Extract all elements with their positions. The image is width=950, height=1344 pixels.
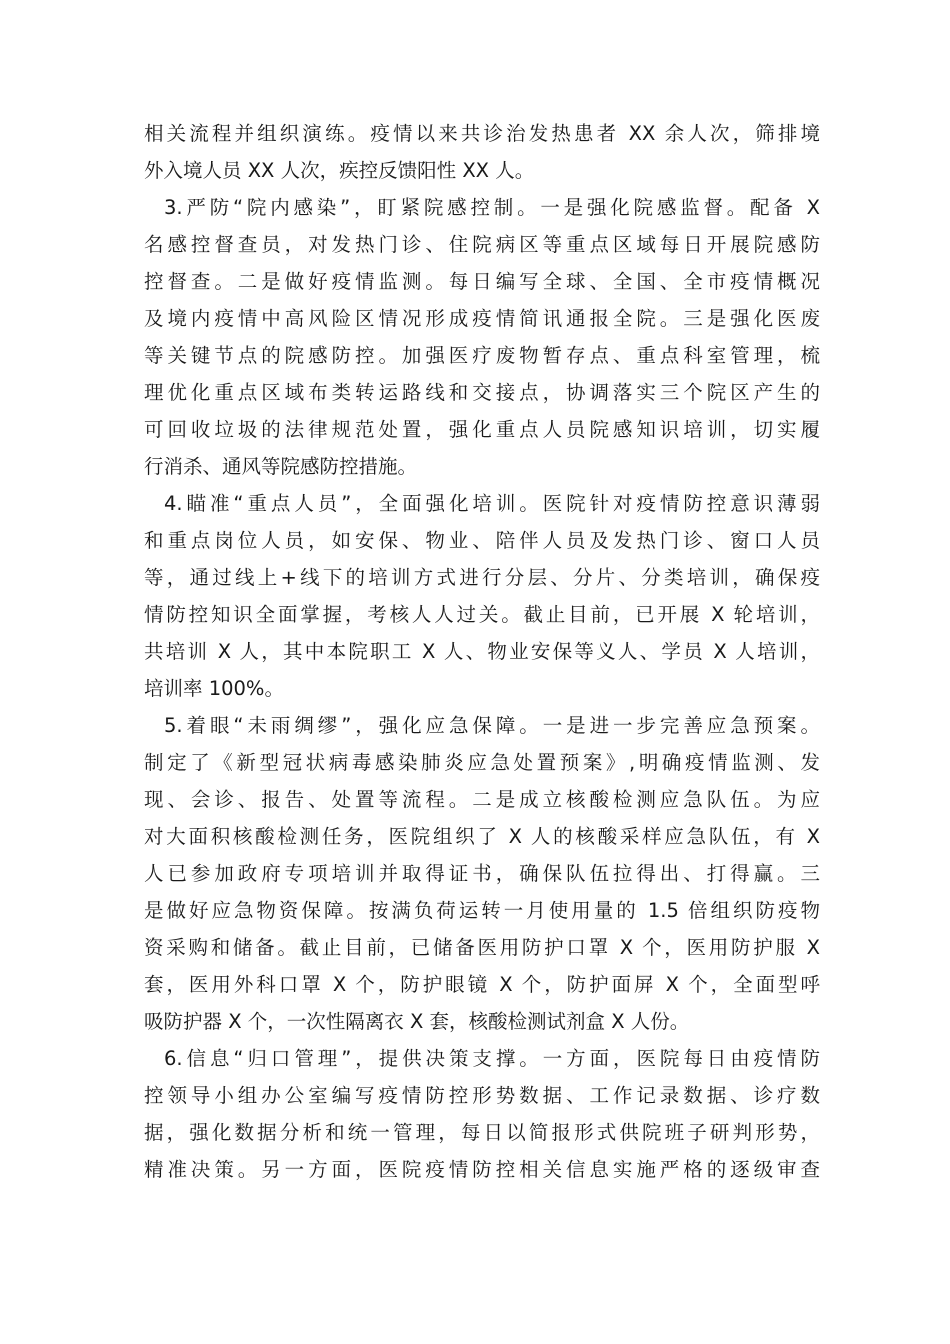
paragraph-first-line: 6.信息“归口管理”，提供决策支撑。一方面，医院每日由疫情防	[164, 1047, 820, 1070]
text-line: 和重点岗位人员，如安保、物业、陪伴人员及发热门诊、窗口人员	[144, 529, 820, 552]
text-line: 培训率 100%。	[144, 677, 284, 700]
text-line: 等关键节点的院感防控。加强医疗废物暂存点、重点科室管理，梳	[144, 344, 820, 367]
text-line: 行消杀、通风等院感防控措施。	[144, 455, 418, 478]
text-line: 等，通过线上+线下的培训方式进行分层、分片、分类培训，确保疫	[144, 566, 820, 589]
text-line: 控领导小组办公室编写疫情防控形势数据、工作记录数据、诊疗数	[144, 1084, 820, 1107]
text-line: 现、会诊、报告、处置等流程。二是成立核酸检测应急队伍。为应	[144, 788, 820, 811]
text-line: 理优化重点区域布类转运路线和交接点，协调落实三个院区产生的	[144, 381, 820, 404]
text-line: 据，强化数据分析和统一管理，每日以简报形式供院班子研判形势，	[144, 1121, 820, 1144]
text-line: 制定了《新型冠状病毒感染肺炎应急处置预案》,明确疫情监测、发	[144, 751, 820, 774]
text-line: 外入境人员 XX 人次，疾控反馈阳性 XX 人。	[144, 159, 535, 182]
text-line: 对大面积核酸检测任务，医院组织了 X 人的核酸采样应急队伍，有 X	[144, 825, 820, 848]
text-line: 及境内疫情中高风险区情况形成疫情简讯通报全院。三是强化医废	[144, 307, 820, 330]
text-line: 吸防护器 X 个，一次性隔离衣 X 套，核酸检测试剂盒 X 人份。	[144, 1010, 690, 1033]
text-line: 相关流程并组织演练。疫情以来共诊治发热患者 XX 余人次，筛排境	[144, 122, 820, 145]
text-line: 控督查。二是做好疫情监测。每日编写全球、全国、全市疫情概况	[144, 270, 820, 293]
text-line: 共培训 X 人，其中本院职工 X 人、物业安保等义人、学员 X 人培训，	[144, 640, 820, 663]
paragraph-first-line: 3.严防“院内感染”，盯紧院感控制。一是强化院感监督。配备 X	[164, 196, 820, 219]
body-text	[144, 115, 820, 1188]
text-line: 情防控知识全面掌握，考核人人过关。截止目前，已开展 X 轮培训，	[144, 603, 820, 626]
text-line: 精准决策。另一方面，医院疫情防控相关信息实施严格的逐级审查	[144, 1158, 820, 1181]
text-line: 人已参加政府专项培训并取得证书，确保队伍拉得出、打得赢。三	[144, 862, 820, 885]
paragraph-first-line: 5.着眼“未雨绸缪”，强化应急保障。一是进一步完善应急预案。	[164, 714, 820, 737]
text-line: 套，医用外科口罩 X 个，防护眼镜 X 个，防护面屏 X 个，全面型呼	[144, 973, 820, 996]
text-line: 可回收垃圾的法律规范处置，强化重点人员院感知识培训，切实履	[144, 418, 820, 441]
text-line: 资采购和储备。截止目前，已储备医用防护口罩 X 个，医用防护服 X	[144, 936, 820, 959]
text-line: 名感控督查员，对发热门诊、住院病区等重点区域每日开展院感防	[144, 233, 820, 256]
text-line: 是做好应急物资保障。按满负荷运转一月使用量的 1.5 倍组织防疫物	[144, 899, 820, 922]
paragraph-first-line: 4.瞄准“重点人员”，全面强化培训。医院针对疫情防控意识薄弱	[164, 492, 820, 515]
